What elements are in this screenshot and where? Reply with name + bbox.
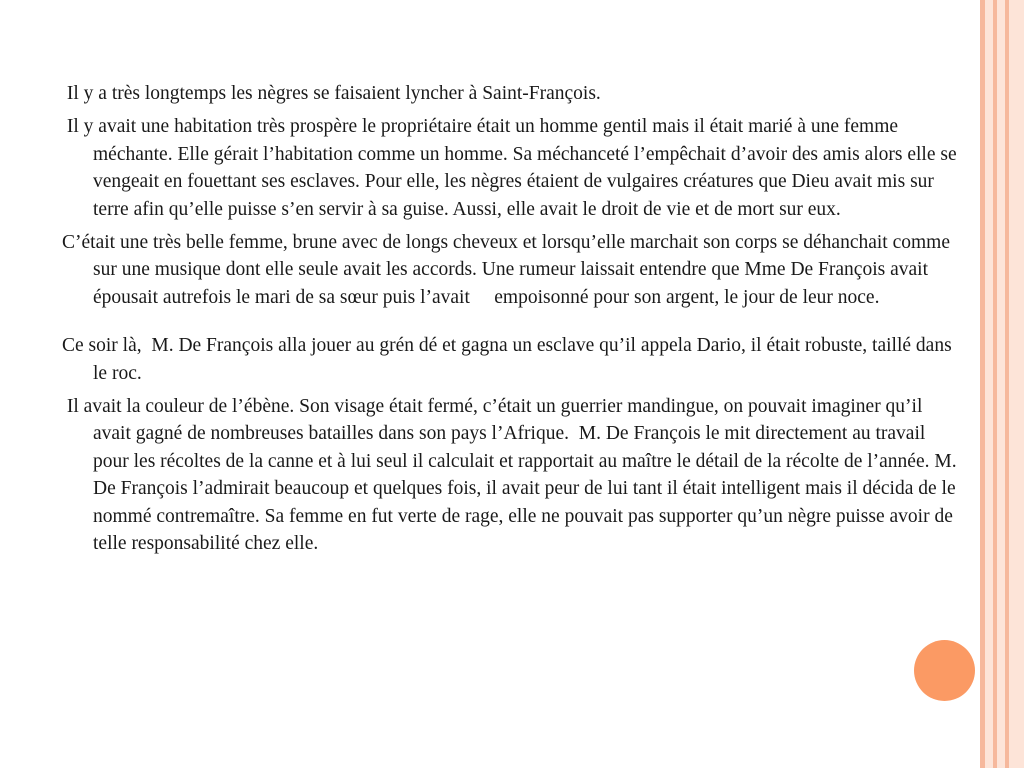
edge-stripe [997, 0, 1005, 768]
paragraph: Ce soir là, M. De François alla jouer au grén dé et gagna un esclave qu’il appela Dario, il était robuste, taillé dans le roc. [62, 335, 957, 384]
paragraph: Il avait la couleur de l’ébène. Son visage était fermé, c’était un guerrier mandingue, on pouvait imaginer qu’il avait gagné de nombreuses batailles dans son pays l’Afrique. M. De François le mit directement au travail pour les récoltes de la canne et à lui seul il calculait et rapportait au maître le détail de la récolte de l’année. M. De François l’admirait beaucoup et quelques fois, il avait peur de lui tant il était intelligent mais il décida de le nommé contremaître. Sa femme en fut verte de rage, elle ne pouvait pas supporter qu’un nègre puisse avoir de telle responsabilité chez elle. [62, 396, 962, 555]
edge-stripe [1009, 0, 1024, 768]
paragraph: Il y avait une habitation très prospère le propriétaire était un homme gentil mais il était marié à une femme méchante. Elle gérait l’habitation comme un homme. Sa méchanceté l’empêchait d’avoir des amis alors elle se vengeait en fouettant ses esclaves. Pour elle, les nègres étaient de vulgaires créatures que Dieu avait mis sur terre afin qu’elle puisse s’en servir à sa guise. Aussi, elle avait le droit de vie et de mort sur eux. [62, 116, 962, 220]
edge-stripe [985, 0, 993, 768]
decorative-circle [914, 640, 975, 701]
paragraph: Il y a très longtemps les nègres se faisaient lyncher à Saint-François. [62, 83, 601, 104]
text-body [62, 80, 962, 564]
paragraph: C’était une très belle femme, brune avec de longs cheveux et lorsqu’elle marchait son corps se déhanchait comme sur une musique dont elle seule avait les accords. Une rumeur laissait entendre que Mme De François avait épousait autrefois le mari de sa sœur puis l’avait empoisonné pour son argent, le jour de leur noce. [62, 232, 955, 308]
